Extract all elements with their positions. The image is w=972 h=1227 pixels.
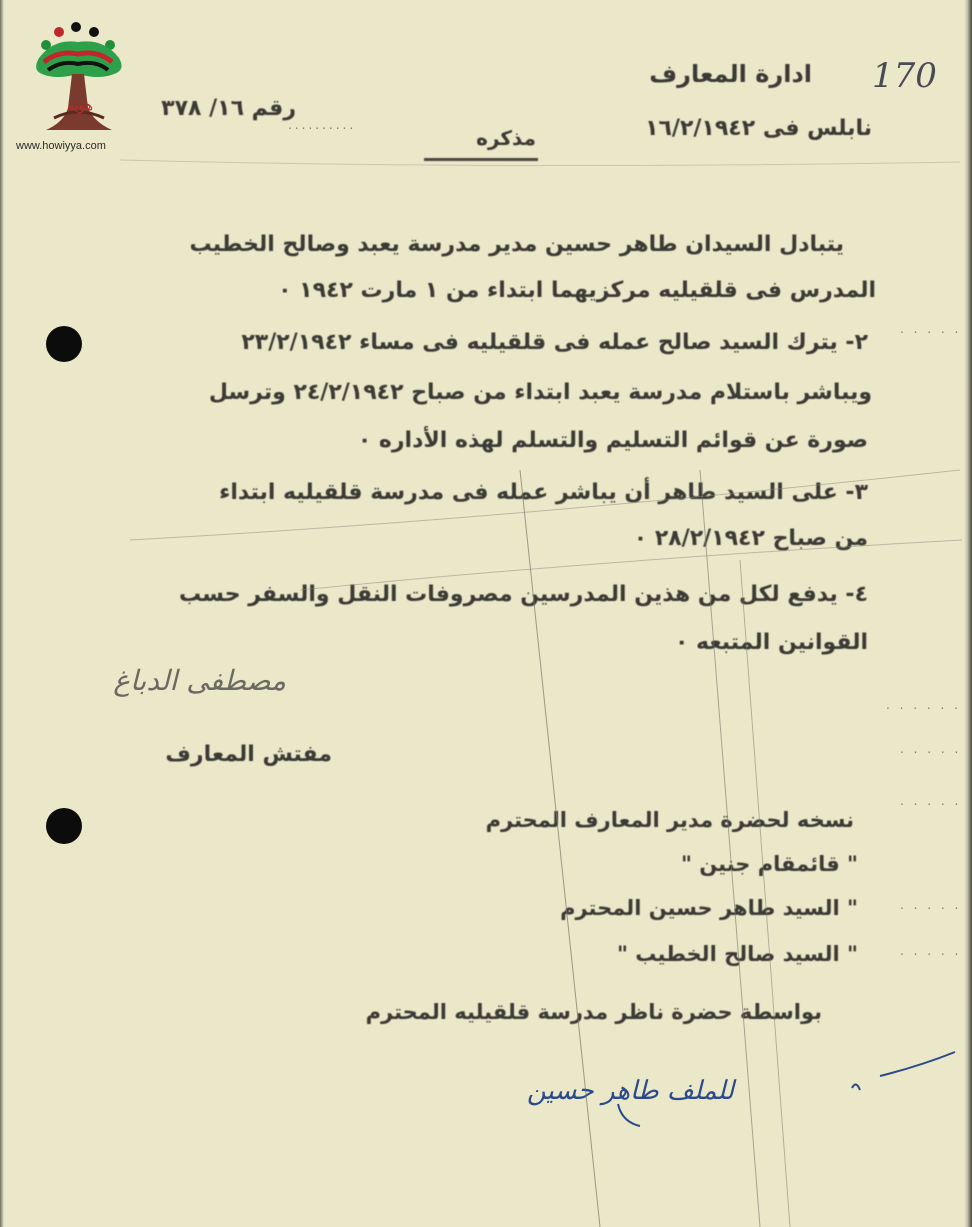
copy-recipient-1: " قائمقام جنين " [681,852,858,876]
margin-dots-3: . . . . . [900,742,962,756]
body-line-6: ٣- على السيد طاهر أن يباشر عمله فى مدرسة قلقيليه ابتداء [219,480,868,505]
punch-hole-bottom [46,808,82,844]
body-line-4: ويباشر باستلام مدرسة يعبد ابتداء من صباح ٢٤/٢/١٩٤٢ وترسل [208,380,872,405]
archive-number: 170 [872,56,937,96]
body-line-8: ٤- يدفع لكل من هذين المدرسين مصروفات النقل والسفر حسب [179,582,868,607]
department-name: ادارة المعارف [649,60,812,88]
handwritten-signature: مصطفى الدباغ [113,664,286,697]
watermark-url: www.howiyya.com [16,140,106,152]
copy-recipient-3: " السيد صالح الخطيب " [617,942,858,966]
body-line-9: القوانين المتبعه ٠ [674,630,868,655]
body-line-5: صورة عن قوائم التسليم والتسلم لهذه الأداره ٠ [357,428,868,453]
body-line-2: المدرس فى قلقيليه مركزيهما ابتداء من ١ مارت ١٩٤٢ ٠ [278,278,876,303]
body-line-3: ٢- يترك السيد صالح عمله فى قلقيليه فى مساء ٢٣/٢/١٩٤٢ [241,330,868,355]
margin-dots-6: . . . . . [900,944,962,958]
logo-text: هوية [66,98,94,114]
copy-recipient-2: " السيد طاهر حسين المحترم [560,896,858,920]
margin-dots-1: . . . . . [900,322,962,336]
copies-via: بواسطة حضرة ناظر مدرسة قلقيليه المحترم [365,1000,822,1024]
signatory-title: مفتش المعارف [165,742,332,767]
reference-number: رقم ١٦/ ٣٧٨ [161,96,296,121]
margin-dots-2: . . . . . . [886,698,961,712]
margin-dots-4: . . . . . [900,794,962,808]
body-line-1: يتبادل السيدان طاهر حسين مدير مدرسة يعبد وصالح الخطيب [189,232,844,257]
handwritten-annotation: للملف طاهر حسين [526,1076,734,1106]
reference-dots: .......... [288,118,357,132]
copies-intro: نسخه لحضرة مدير المعارف المحترم [485,808,854,832]
doc-type: مذكره [476,126,536,150]
punch-hole-top [46,326,82,362]
body-line-7: من صباح ٢٨/٢/١٩٤٢ ٠ [633,526,868,551]
place-date: نابلس فى ١٦/٢/١٩٤٢ [645,116,872,141]
margin-dots-5: . . . . . [900,898,962,912]
